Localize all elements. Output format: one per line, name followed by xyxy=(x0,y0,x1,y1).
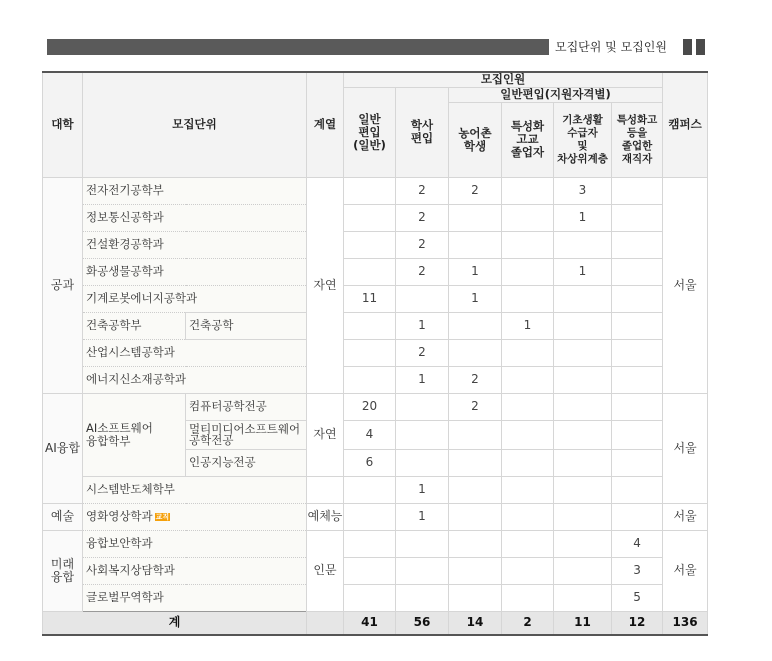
count-cell xyxy=(554,312,612,339)
count-cell: 3 xyxy=(612,557,663,584)
teaching-badge: 교직 xyxy=(155,512,170,521)
count-cell: 2 xyxy=(396,339,449,366)
table-row xyxy=(43,584,708,611)
count-cell xyxy=(449,476,502,503)
count-cell xyxy=(449,503,502,530)
campus-cell: 서울 xyxy=(663,177,708,393)
field-cell: 자연 xyxy=(307,393,344,476)
total-label: 계 xyxy=(43,611,307,635)
count-cell xyxy=(396,449,449,476)
count-cell: 1 xyxy=(449,285,502,312)
count-cell: 1 xyxy=(396,476,449,503)
count-cell xyxy=(612,285,663,312)
count-cell xyxy=(449,204,502,231)
count-cell: 5 xyxy=(612,584,663,611)
total-campus: 136 xyxy=(663,611,708,635)
unit-cell: 건축공학부 xyxy=(83,312,186,339)
count-cell xyxy=(554,557,612,584)
count-cell: 1 xyxy=(396,366,449,393)
unit-name: 글로벌무역학과 xyxy=(86,590,164,604)
unit-name: 영화영상학과 xyxy=(86,509,153,523)
count-cell xyxy=(612,476,663,503)
header-rural: 농어촌 학생 xyxy=(449,102,502,177)
field-cell xyxy=(307,476,344,503)
count-cell xyxy=(554,420,612,449)
table-row xyxy=(43,393,708,420)
campus-cell: 서울 xyxy=(663,530,708,611)
title-end-block xyxy=(696,39,705,55)
count-cell xyxy=(502,449,554,476)
unit-name: 에너지신소재공학과 xyxy=(86,372,186,386)
campus-cell: 서울 xyxy=(663,503,708,530)
count-cell: 2 xyxy=(449,393,502,420)
count-cell xyxy=(344,557,396,584)
count-cell xyxy=(554,503,612,530)
count-cell xyxy=(502,503,554,530)
count-cell xyxy=(344,503,396,530)
table-row xyxy=(43,177,708,204)
count-cell xyxy=(554,231,612,258)
count-cell xyxy=(502,339,554,366)
total-field xyxy=(307,611,344,635)
count-cell xyxy=(612,420,663,449)
count-cell xyxy=(554,393,612,420)
count-cell xyxy=(554,530,612,557)
count-cell xyxy=(449,339,502,366)
count-cell: 1 xyxy=(396,312,449,339)
count-cell xyxy=(612,449,663,476)
count-cell xyxy=(612,393,663,420)
total-rural: 14 xyxy=(449,611,502,635)
count-cell xyxy=(554,584,612,611)
count-cell xyxy=(502,420,554,449)
count-cell: 2 xyxy=(396,231,449,258)
count-cell xyxy=(344,312,396,339)
count-cell xyxy=(554,476,612,503)
title-decoration-bar xyxy=(47,39,549,55)
unit-cell xyxy=(83,584,307,611)
count-cell xyxy=(449,312,502,339)
table-row xyxy=(43,312,708,339)
count-cell xyxy=(396,393,449,420)
count-cell xyxy=(502,557,554,584)
table-row xyxy=(43,476,708,503)
count-cell: 4 xyxy=(344,420,396,449)
header-special-worker: 특성화고 등을 졸업한 재직자 xyxy=(612,102,663,177)
table-row xyxy=(43,339,708,366)
count-cell: 2 xyxy=(396,204,449,231)
count-cell: 2 xyxy=(449,366,502,393)
count-cell xyxy=(449,530,502,557)
unit-cell: 시스템반도체학부 xyxy=(83,476,307,503)
field-cell: 자연 xyxy=(307,177,344,393)
count-cell xyxy=(396,530,449,557)
unit-name: 화공생물공학과 xyxy=(86,264,164,278)
count-cell xyxy=(344,339,396,366)
header-bachelor: 학사 편입 xyxy=(396,87,449,177)
total-bachelor: 56 xyxy=(396,611,449,635)
count-cell xyxy=(502,393,554,420)
total-general: 41 xyxy=(344,611,396,635)
count-cell xyxy=(344,476,396,503)
header-general: 일반 편입 (일반) xyxy=(344,87,396,177)
header-basic-living: 기초생활 수급자 및 차상위계층 xyxy=(554,102,612,177)
unit-cell xyxy=(83,231,307,258)
header-special-school: 특성화 고교 졸업자 xyxy=(502,102,554,177)
count-cell xyxy=(396,420,449,449)
section-title: 모집단위 및 모집인원 xyxy=(555,40,667,54)
total-special-worker: 12 xyxy=(612,611,663,635)
count-cell: 2 xyxy=(449,177,502,204)
count-cell xyxy=(502,476,554,503)
count-cell xyxy=(344,530,396,557)
unit-cell xyxy=(83,557,307,584)
major-cell: 건축공학 xyxy=(186,312,307,339)
major-cell: 멀티미디어소프트웨어 공학전공 xyxy=(186,420,307,449)
unit-cell xyxy=(83,530,307,557)
count-cell: 1 xyxy=(396,503,449,530)
count-cell xyxy=(449,584,502,611)
count-cell xyxy=(344,177,396,204)
unit-cell xyxy=(83,177,307,204)
count-cell xyxy=(554,339,612,366)
count-cell: 1 xyxy=(449,258,502,285)
count-cell: 1 xyxy=(502,312,554,339)
count-cell: 11 xyxy=(344,285,396,312)
count-cell: 6 xyxy=(344,449,396,476)
header-campus: 캠퍼스 xyxy=(663,72,708,177)
count-cell xyxy=(449,231,502,258)
count-cell xyxy=(612,366,663,393)
count-cell: 20 xyxy=(344,393,396,420)
recruitment-table xyxy=(42,71,708,636)
table-row xyxy=(43,557,708,584)
title-end-block xyxy=(683,39,692,55)
count-cell xyxy=(344,366,396,393)
count-cell xyxy=(502,584,554,611)
count-cell: 2 xyxy=(396,258,449,285)
count-cell: 3 xyxy=(554,177,612,204)
count-cell xyxy=(449,449,502,476)
count-cell xyxy=(554,285,612,312)
count-cell xyxy=(344,204,396,231)
count-cell xyxy=(612,231,663,258)
count-cell xyxy=(612,258,663,285)
count-cell xyxy=(396,584,449,611)
unit-cell xyxy=(83,204,307,231)
campus-cell: 서울 xyxy=(663,393,708,503)
count-cell xyxy=(612,177,663,204)
header-unit: 모집단위 xyxy=(83,72,307,177)
header-recruit: 모집인원 xyxy=(344,72,663,87)
major-cell: 컴퓨터공학전공 xyxy=(186,393,307,420)
count-cell xyxy=(612,339,663,366)
college-cell: 예술 xyxy=(43,503,83,530)
count-cell xyxy=(396,557,449,584)
count-cell xyxy=(502,204,554,231)
count-cell: 1 xyxy=(554,258,612,285)
unit-cell xyxy=(83,366,307,393)
unit-name: 산업시스템공학과 xyxy=(86,345,175,359)
count-cell xyxy=(554,366,612,393)
table-row xyxy=(43,366,708,393)
count-cell xyxy=(612,503,663,530)
unit-cell xyxy=(83,503,307,530)
field-cell: 예체능 xyxy=(307,503,344,530)
unit-cell xyxy=(83,339,307,366)
field-cell: 인문 xyxy=(307,530,344,611)
table-row xyxy=(43,285,708,312)
unit-cell: AI소프트웨어 융합학부 xyxy=(83,393,186,476)
table-row xyxy=(43,204,708,231)
count-cell xyxy=(554,449,612,476)
table-row xyxy=(43,530,708,557)
unit-cell xyxy=(83,258,307,285)
unit-name: 기계로봇에너지공학과 xyxy=(86,291,198,305)
count-cell xyxy=(502,258,554,285)
count-cell xyxy=(502,366,554,393)
count-cell xyxy=(396,285,449,312)
unit-name: 정보통신공학과 xyxy=(86,210,164,224)
college-cell: 공과 xyxy=(43,177,83,393)
unit-name: 전자전기공학부 xyxy=(86,183,164,197)
count-cell xyxy=(502,177,554,204)
total-special-school: 2 xyxy=(502,611,554,635)
unit-name: 융합보안학과 xyxy=(86,536,153,550)
unit-cell xyxy=(83,285,307,312)
count-cell: 2 xyxy=(396,177,449,204)
table-row xyxy=(43,258,708,285)
count-cell xyxy=(502,231,554,258)
count-cell xyxy=(502,285,554,312)
header-general-transfer-group: 일반편입(지원자격별) xyxy=(449,87,663,102)
total-basic-living: 11 xyxy=(554,611,612,635)
count-cell xyxy=(344,231,396,258)
unit-name: 사회복지상담학과 xyxy=(86,563,175,577)
count-cell: 1 xyxy=(554,204,612,231)
count-cell xyxy=(612,312,663,339)
table-row xyxy=(43,503,708,530)
count-cell xyxy=(612,204,663,231)
header-college: 대학 xyxy=(43,72,83,177)
count-cell xyxy=(344,584,396,611)
count-cell xyxy=(502,530,554,557)
section-title-bar xyxy=(47,38,707,56)
college-cell: AI융합 xyxy=(43,393,83,503)
unit-name: 건설환경공학과 xyxy=(86,237,164,251)
header-field: 계열 xyxy=(307,72,344,177)
count-cell xyxy=(449,420,502,449)
count-cell xyxy=(344,258,396,285)
count-cell: 4 xyxy=(612,530,663,557)
major-cell: 인공지능전공 xyxy=(186,449,307,476)
college-cell: 미래 융합 xyxy=(43,530,83,611)
count-cell xyxy=(449,557,502,584)
table-row xyxy=(43,231,708,258)
